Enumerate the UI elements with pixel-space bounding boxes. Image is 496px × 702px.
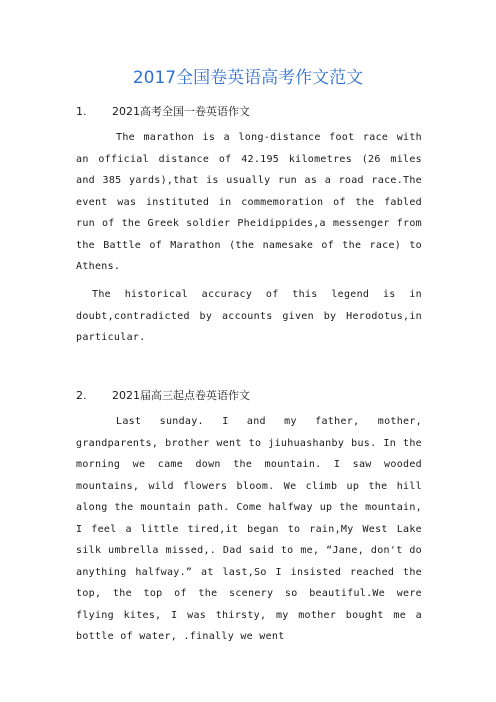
section-title: 2021高考全国一卷英语作文 xyxy=(112,105,250,118)
section-heading-2 xyxy=(76,388,250,404)
section-2-paragraph-1: Last sunday. I and my father, mother, grandparents, brother went to jiuhuashanby bus. In the morning we came down the mountain. I saw wooded mountains, wild flowers bloom. We climb up the hill along the mountain path. Come halfway up the mountain, I feel a little tired,it began to rain,My West Lake silk umbrella missed,. Dad said to me, “Jane, don't do anything halfway.” at last,So I insisted reached the top, the top of the scenery so beautiful.We were flying kites, I was thirsty, my mother bought me a bottle of water, .finally we went xyxy=(76,416,422,642)
section-heading-1 xyxy=(76,104,250,120)
section-number: 1. xyxy=(76,105,87,118)
document-title: 2017全国卷英语高考作文范文 xyxy=(132,68,364,88)
section-1-paragraph-2: The historical accuracy of this legend is in doubt,contradicted by accounts given by Herodotus,in particular. xyxy=(76,289,422,343)
section-number: 2. xyxy=(76,389,87,402)
section-1-paragraph-1: The marathon is a long-distance foot race with an official distance of 42.195 kilometres (26 miles and 385 yards),that is usually run as a road race.The event was instituted in commemoration of the fabled run of the Greek soldier Pheidippides,a messenger from the Battle of Marathon (the namesake of the race) to Athens. xyxy=(76,132,422,272)
section-title: 2021届高三起点卷英语作文 xyxy=(112,389,250,402)
